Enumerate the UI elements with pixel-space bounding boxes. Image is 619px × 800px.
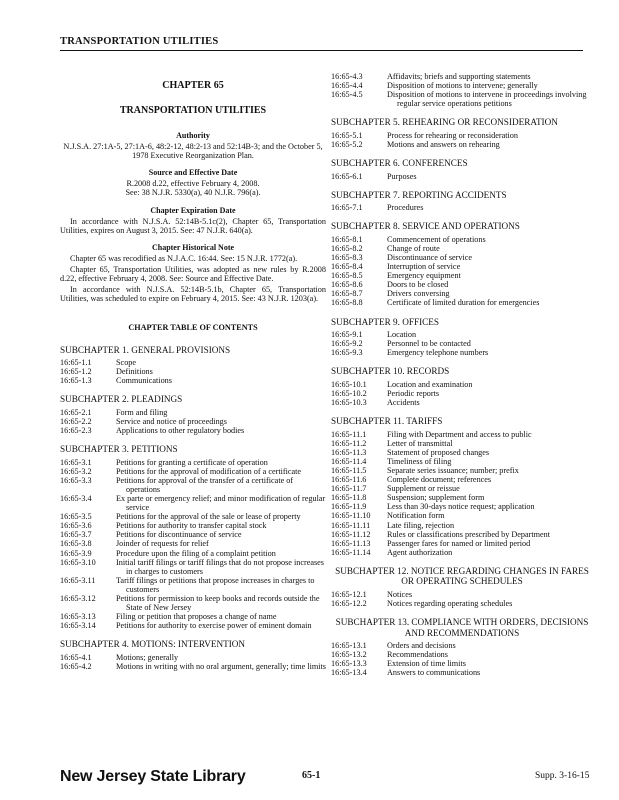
section-title: Initial tariff filings or tariff filings that do not propose increases in charges to customers xyxy=(116,557,324,576)
section-number: 16:65-12.2 xyxy=(331,598,367,608)
section-title: Applications to other regulatory bodies xyxy=(116,425,245,435)
section-title: Location and examination xyxy=(387,379,473,389)
section-number: 16:65-2.2 xyxy=(60,416,92,426)
toc-row xyxy=(331,457,593,466)
section-title: Interruption of service xyxy=(387,262,461,272)
section-title: Answers to communications xyxy=(387,668,481,678)
section-number: 16:65-11.9 xyxy=(331,502,367,512)
toc-row xyxy=(60,458,326,467)
section-title: Petitions for the approval of the sale or lease of property xyxy=(116,512,301,522)
toc-row xyxy=(60,653,326,662)
section-title: Drivers conversing xyxy=(387,289,450,299)
toc-row xyxy=(331,641,593,650)
section-title: Timeliness of filing xyxy=(387,456,452,466)
section-number: 16:65-3.2 xyxy=(60,466,92,476)
toc-row xyxy=(60,358,326,367)
section-number: 16:65-11.1 xyxy=(331,429,367,439)
section-title: Letter of transmittal xyxy=(387,438,453,448)
source-line-1: R.2008 d.22, effective February 4, 2008. xyxy=(126,179,260,189)
toc-row xyxy=(331,475,593,484)
section-number: 16:65-1.2 xyxy=(60,367,92,377)
toc-row xyxy=(60,467,326,476)
left-column xyxy=(60,72,326,671)
toc-row xyxy=(331,484,593,493)
subchapter-heading: SUBCHAPTER 3. PETITIONS xyxy=(60,444,178,455)
section-number: 16:65-4.3 xyxy=(331,72,363,81)
subchapter-heading: SUBCHAPTER 11. TARIFFS xyxy=(331,416,443,427)
section-title: Statement of proposed changes xyxy=(387,447,490,457)
authority-text: N.J.S.A. 27:1A-5, 27:1A-6, 48:2-12, 48:2-13 and 52:14B-3; and the October 5, 1978 Executive Reorganization Plan. xyxy=(63,142,323,161)
section-number: 16:65-3.9 xyxy=(60,548,92,558)
section-title: Notification form xyxy=(387,511,445,521)
section-number: 16:65-13.3 xyxy=(331,659,367,669)
toc-row xyxy=(331,90,593,108)
section-title: Emergency equipment xyxy=(387,271,461,281)
section-title: Procedures xyxy=(387,203,424,213)
toc-row xyxy=(331,398,593,407)
toc-row xyxy=(331,430,593,439)
section-title: Accidents xyxy=(387,397,420,407)
toc-row xyxy=(331,439,593,448)
section-title: Petitions for approval of the transfer of a certificate of operations xyxy=(116,475,294,494)
toc-row xyxy=(60,417,326,426)
section-title: Personnel to be contacted xyxy=(387,339,471,349)
section-number: 16:65-12.1 xyxy=(331,589,367,599)
section-number: 16:65-8.3 xyxy=(331,252,363,262)
subchapter-heading: SUBCHAPTER 2. PLEADINGS xyxy=(60,394,183,405)
toc-row xyxy=(331,140,593,149)
subchapter-heading: SUBCHAPTER 6. CONFERENCES xyxy=(331,158,468,169)
section-title: Joinder of requests for relief xyxy=(116,539,209,549)
section-title: Notices regarding operating schedules xyxy=(387,598,513,608)
section-number: 16:65-2.1 xyxy=(60,407,92,417)
running-header: TRANSPORTATION UTILITIES xyxy=(60,36,219,47)
section-title: Motions in writing with no oral argument, generally; time limits xyxy=(116,661,326,671)
section-title: Emergency telephone numbers xyxy=(387,348,489,358)
section-number: 16:65-9.1 xyxy=(331,330,363,339)
section-title: Procedure upon the filing of a complaint petition xyxy=(116,548,276,558)
toc-row xyxy=(60,549,326,558)
section-title: Petitions for the approval of modification of a certificate xyxy=(116,466,302,476)
section-title: Complete document; references xyxy=(387,475,492,485)
section-title: Recommendations xyxy=(387,650,448,660)
toc-row xyxy=(331,289,593,298)
section-number: 16:65-3.6 xyxy=(60,521,92,531)
section-number: 16:65-3.5 xyxy=(60,512,92,522)
toc-row xyxy=(331,511,593,520)
section-number: 16:65-4.4 xyxy=(331,81,363,91)
section-number: 16:65-2.3 xyxy=(60,425,92,435)
section-number: 16:65-10.2 xyxy=(331,388,367,398)
subchapter-heading: SUBCHAPTER 13. COMPLIANCE WITH ORDERS, DECISIONS AND RECOMMENDATIONS xyxy=(335,617,589,638)
library-footer: New Jersey State Library xyxy=(60,768,246,785)
section-title: Orders and decisions xyxy=(387,641,456,651)
section-title: Commencement of operations xyxy=(387,234,486,244)
section-number: 16:65-10.1 xyxy=(331,379,367,389)
section-title: Process for rehearing or reconsideration xyxy=(387,130,518,140)
section-number: 16:65-11.4 xyxy=(331,456,367,466)
section-number: 16:65-11.6 xyxy=(331,475,367,485)
section-title: Less than 30-days notice request; application xyxy=(387,502,535,512)
section-title: Filing with Department and access to public xyxy=(387,429,532,439)
section-title: Affidavits; briefs and supporting statements xyxy=(387,72,531,81)
section-number: 16:65-9.2 xyxy=(331,339,363,349)
section-title: Petitions for permission to keep books and records outside the State of New Jersey xyxy=(116,593,320,613)
section-number: 16:65-8.4 xyxy=(331,262,363,272)
section-number: 16:65-5.2 xyxy=(331,139,363,149)
section-number: 16:65-13.2 xyxy=(331,650,367,660)
expiration-heading: Chapter Expiration Date xyxy=(150,205,236,215)
toc-heading: CHAPTER TABLE OF CONTENTS xyxy=(128,323,258,333)
toc-row xyxy=(331,298,593,307)
section-title: Disposition of motions to intervene; generally xyxy=(387,81,538,91)
section-number: 16:65-8.2 xyxy=(331,243,363,253)
toc-row xyxy=(60,594,326,612)
subchapter-heading: SUBCHAPTER 1. GENERAL PROVISIONS xyxy=(60,344,231,355)
chapter-number: CHAPTER 65 xyxy=(162,80,224,91)
section-title: Passenger fares for named or limited period xyxy=(387,538,531,548)
toc-row xyxy=(331,203,593,212)
section-number: 16:65-11.3 xyxy=(331,447,367,457)
section-number: 16:65-4.2 xyxy=(60,661,92,671)
toc-row xyxy=(331,330,593,339)
toc-row xyxy=(331,389,593,398)
section-number: 16:65-7.1 xyxy=(331,203,363,213)
section-number: 16:65-11.10 xyxy=(331,511,371,521)
toc-row xyxy=(331,81,593,90)
section-title: Location xyxy=(387,330,417,339)
section-number: 16:65-8.6 xyxy=(331,280,363,290)
section-number: 16:65-5.1 xyxy=(331,130,363,140)
toc-row xyxy=(331,548,593,557)
section-number: 16:65-13.1 xyxy=(331,641,367,651)
section-number: 16:65-3.1 xyxy=(60,457,92,467)
page-number: 65-1 xyxy=(302,770,321,781)
toc-row xyxy=(331,172,593,181)
toc-row xyxy=(60,512,326,521)
subchapter-heading: SUBCHAPTER 5. REHEARING OR RECONSIDERATION xyxy=(331,117,558,128)
toc-row xyxy=(60,621,326,630)
chapter-title: TRANSPORTATION UTILITIES xyxy=(119,105,267,116)
toc-row xyxy=(331,599,593,608)
toc-row xyxy=(60,494,326,512)
section-title: Certificate of limited duration for emergencies xyxy=(387,298,540,308)
toc-row xyxy=(331,280,593,289)
section-number: 16:65-3.11 xyxy=(60,575,96,585)
section-title: Filing or petition that proposes a change of name xyxy=(116,612,277,622)
subchapter-heading: SUBCHAPTER 9. OFFICES xyxy=(331,316,439,327)
toc-row xyxy=(331,539,593,548)
subchapter-heading: SUBCHAPTER 4. MOTIONS: INTERVENTION xyxy=(60,639,246,650)
toc-row xyxy=(60,576,326,594)
toc-row xyxy=(60,426,326,435)
section-title: Agent authorization xyxy=(387,547,453,557)
toc-row xyxy=(60,408,326,417)
section-title: Petitions for discontinuance of service xyxy=(116,530,242,540)
section-title: Change of route xyxy=(387,243,440,253)
section-title: Late filing, rejection xyxy=(387,520,455,530)
right-continued-rows xyxy=(331,72,593,108)
toc-row xyxy=(331,502,593,511)
toc-row xyxy=(60,367,326,376)
toc-row xyxy=(331,521,593,530)
source-line-2: See: 38 N.J.R. 5330(a), 40 N.J.R. 796(a). xyxy=(125,188,261,198)
section-number: 16:65-3.10 xyxy=(60,557,96,567)
right-toc xyxy=(331,117,593,677)
section-number: 16:65-4.1 xyxy=(60,652,92,662)
section-number: 16:65-4.5 xyxy=(331,90,363,100)
section-number: 16:65-11.11 xyxy=(331,520,371,530)
section-number: 16:65-11.12 xyxy=(331,529,371,539)
section-title: Petitions for authority to transfer capital stock xyxy=(116,521,267,531)
toc-row xyxy=(331,448,593,457)
toc-row xyxy=(331,253,593,262)
section-number: 16:65-6.1 xyxy=(331,171,363,181)
section-number: 16:65-11.2 xyxy=(331,438,367,448)
section-number: 16:65-3.13 xyxy=(60,612,96,622)
toc-row xyxy=(331,235,593,244)
section-number: 16:65-1.3 xyxy=(60,376,92,386)
section-number: 16:65-8.8 xyxy=(331,298,363,308)
history-heading: Chapter Historical Note xyxy=(151,242,235,252)
toc-row xyxy=(331,650,593,659)
history-paragraph-3: In accordance with N.J.S.A. 52:14B-5.1b, Chapter 65, Transportation Utilities, was scheduled to expire on February 4, 2015. See: 43 N.J.R. 1203(a). xyxy=(60,285,326,304)
section-title: Rules or classifications prescribed by Department xyxy=(387,529,551,539)
toc-row xyxy=(331,348,593,357)
toc-row xyxy=(331,530,593,539)
section-number: 16:65-11.8 xyxy=(331,493,367,503)
toc-row xyxy=(60,476,326,494)
section-title: Motions; generally xyxy=(116,652,179,662)
section-title: Service and notice of proceedings xyxy=(116,416,227,426)
section-title: Motions and answers on rehearing xyxy=(387,139,500,149)
section-number: 16:65-11.5 xyxy=(331,465,367,475)
toc-row xyxy=(331,72,593,81)
section-number: 16:65-13.4 xyxy=(331,668,367,678)
toc-row xyxy=(331,262,593,271)
toc-row xyxy=(331,659,593,668)
history-paragraph-1: Chapter 65 was recodified as N.J.A.C. 16:44. See: 15 N.J.R. 1772(a). xyxy=(70,253,298,263)
toc-row xyxy=(60,539,326,548)
section-title: Purposes xyxy=(387,171,417,181)
subchapter-heading: SUBCHAPTER 10. RECORDS xyxy=(331,366,450,377)
section-number: 16:65-3.8 xyxy=(60,539,92,549)
supplement-date: Supp. 3-16-15 xyxy=(535,771,590,781)
section-number: 16:65-11.14 xyxy=(331,547,371,557)
section-title: Ex parte or emergency relief; and minor modification of regular service xyxy=(116,493,326,513)
section-number: 16:65-1.1 xyxy=(60,358,92,367)
toc-row xyxy=(60,612,326,621)
authority-heading: Authority xyxy=(176,131,210,140)
section-number: 16:65-8.7 xyxy=(331,289,363,299)
toc-row xyxy=(331,493,593,502)
toc-row xyxy=(331,380,593,389)
section-title: Tariff filings or petitions that propose increases in charges to customers xyxy=(116,575,315,594)
section-number: 16:65-3.14 xyxy=(60,621,96,631)
section-title: Separate series issuance; number; prefix xyxy=(387,465,519,475)
toc-row xyxy=(60,376,326,385)
toc-row xyxy=(60,521,326,530)
section-title: Periodic reports xyxy=(387,388,440,398)
toc-row xyxy=(331,271,593,280)
subchapter-heading: SUBCHAPTER 7. REPORTING ACCIDENTS xyxy=(331,189,507,200)
section-number: 16:65-11.7 xyxy=(331,484,367,494)
section-number: 16:65-9.3 xyxy=(331,348,363,358)
subchapter-heading: SUBCHAPTER 8. SERVICE AND OPERATIONS xyxy=(331,221,520,232)
header-rule xyxy=(60,50,583,51)
toc-row xyxy=(60,530,326,539)
section-title: Definitions xyxy=(116,367,153,377)
section-title: Form and filing xyxy=(116,407,168,417)
section-number: 16:65-8.1 xyxy=(331,234,363,244)
toc-row xyxy=(60,662,326,671)
section-number: 16:65-3.7 xyxy=(60,530,92,540)
section-number: 16:65-10.3 xyxy=(331,397,367,407)
toc-row xyxy=(60,558,326,576)
section-title: Petitions for granting a certificate of operation xyxy=(116,457,268,467)
left-toc xyxy=(60,345,326,672)
section-title: Petitions for authority to exercise power of eminent domain xyxy=(116,621,312,631)
toc-row xyxy=(331,466,593,475)
section-title: Scope xyxy=(116,358,137,367)
source-heading: Source and Effective Date xyxy=(148,168,238,178)
section-title: Disposition of motions to intervene in proceedings involving regular service operations petitions xyxy=(387,90,587,109)
toc-row xyxy=(331,131,593,140)
toc-row xyxy=(331,339,593,348)
toc-row xyxy=(331,668,593,677)
section-number: 16:65-3.4 xyxy=(60,493,92,503)
toc-row xyxy=(331,244,593,253)
toc-row xyxy=(331,590,593,599)
section-title: Discontinuance of service xyxy=(387,252,473,262)
right-column xyxy=(331,72,593,677)
section-title: Supplement or reissue xyxy=(387,484,460,494)
section-title: Extension of time limits xyxy=(387,659,466,669)
section-number: 16:65-8.5 xyxy=(331,271,363,281)
expiration-text: In accordance with N.J.S.A. 52:14B-5.1c(2), Chapter 65, Transportation Utilities, expires on August 3, 2015. See: 47 N.J.R. 640(a). xyxy=(60,216,326,235)
section-title: Suspension; supplement form xyxy=(387,493,485,503)
section-title: Doors to be closed xyxy=(387,280,449,290)
section-title: Notices xyxy=(387,589,413,599)
section-number: 16:65-11.13 xyxy=(331,538,371,548)
section-number: 16:65-3.3 xyxy=(60,475,92,485)
section-number: 16:65-3.12 xyxy=(60,593,96,603)
section-title: Communications xyxy=(116,376,172,386)
history-paragraph-2: Chapter 65, Transportation Utilities, was adopted as new rules by R.2008 d.22, effective February 4, 2008. See: Source and Effective Date. xyxy=(60,265,326,284)
subchapter-heading: SUBCHAPTER 12. NOTICE REGARDING CHANGES IN FARES OR OPERATING SCHEDULES xyxy=(335,565,589,587)
